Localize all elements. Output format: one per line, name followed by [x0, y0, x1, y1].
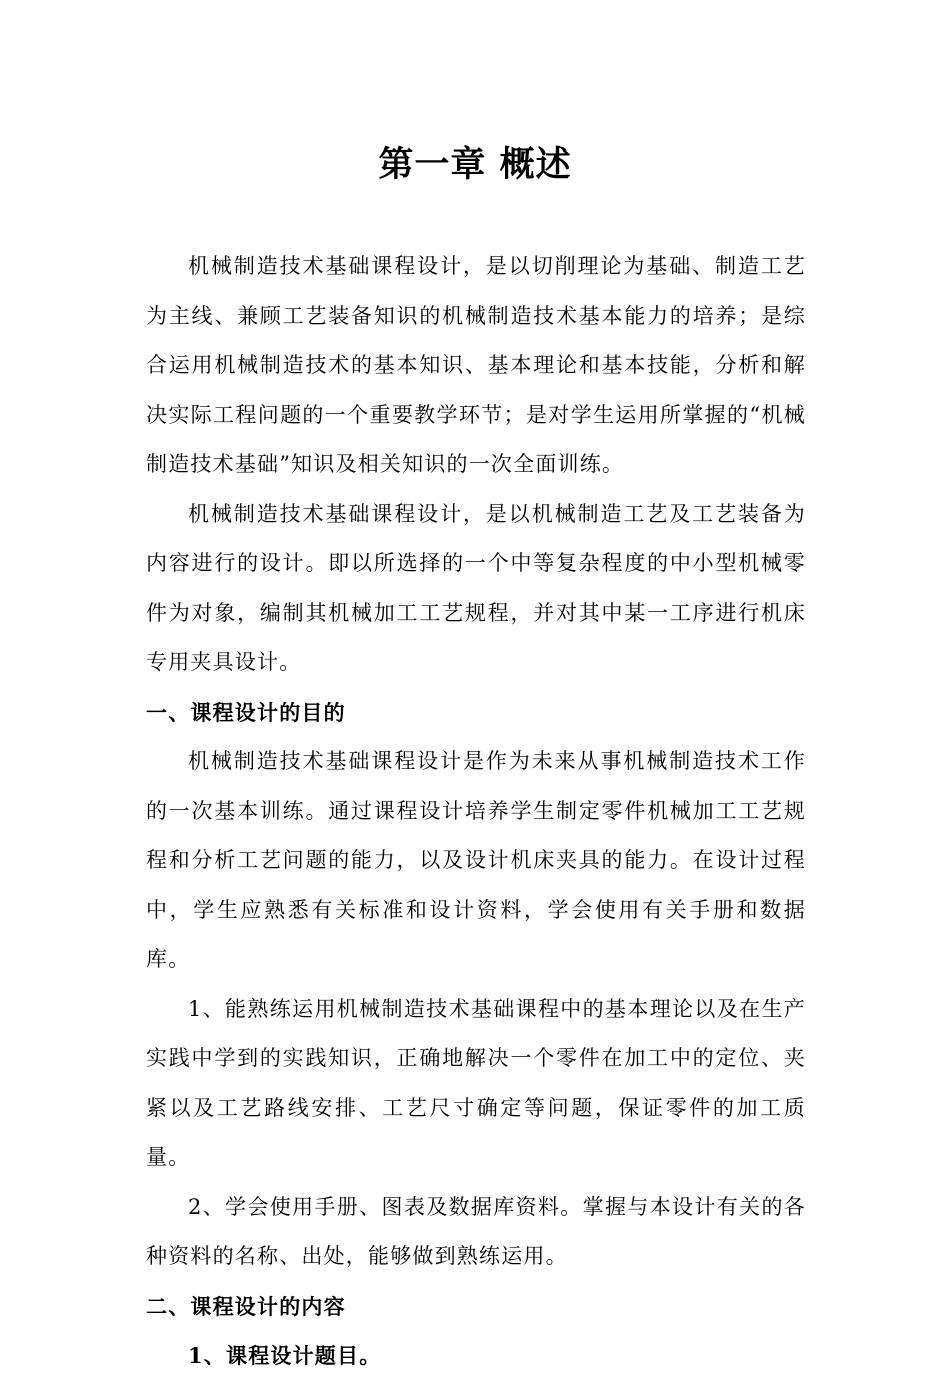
paragraph-intro-2: 机械制造技术基础课程设计，是以机械制造工艺及工艺装备为内容进行的设计。即以所选择的一个中等复杂程度的中小型机械零件为对象，编制其机械加工工艺规程，并对其中某一工序进行机床专用夹具设计。: [146, 501, 806, 674]
section-heading-purpose: 一、课程设计的目的: [146, 699, 346, 725]
paragraph-purpose-item-1: 1、能熟练运用机械制造技术基础课程中的基本理论以及在生产实践中学到的实践知识，正确地解决一个零件在加工中的定位、夹紧以及工艺路线安排、工艺尺寸确定等问题，保证零件的加工质量。: [146, 996, 806, 1169]
subheading-topic: 1、课程设计题目。: [188, 1343, 382, 1368]
document-body: [146, 242, 806, 1381]
section-heading-content: 二、课程设计的内容: [146, 1293, 346, 1319]
chapter-title: 第一章 概述: [378, 144, 572, 185]
paragraph-purpose: 机械制造技术基础课程设计是作为未来从事机械制造技术工作的一次基本训练。通过课程设计培养学生制定零件机械加工工艺规程和分析工艺问题的能力，以及设计机床夹具的能力。在设计过程中，学生应熟悉有关标准和设计资料，学会使用有关手册和数据库。: [146, 749, 806, 971]
paragraph-intro-1: 机械制造技术基础课程设计，是以切削理论为基础、制造工艺为主线、兼顾工艺装备知识的机械制造技术基本能力的培养；是综合运用机械制造技术的基本知识、基本理论和基本技能，分析和解决实际工程问题的一个重要教学环节；是对学生运用所掌握的“机械制造技术基础”知识及相关知识的一次全面训练。: [146, 254, 806, 476]
paragraph-purpose-item-2: 2、学会使用手册、图表及数据库资料。掌握与本设计有关的各种资料的名称、出处，能够做到熟练运用。: [146, 1194, 806, 1268]
